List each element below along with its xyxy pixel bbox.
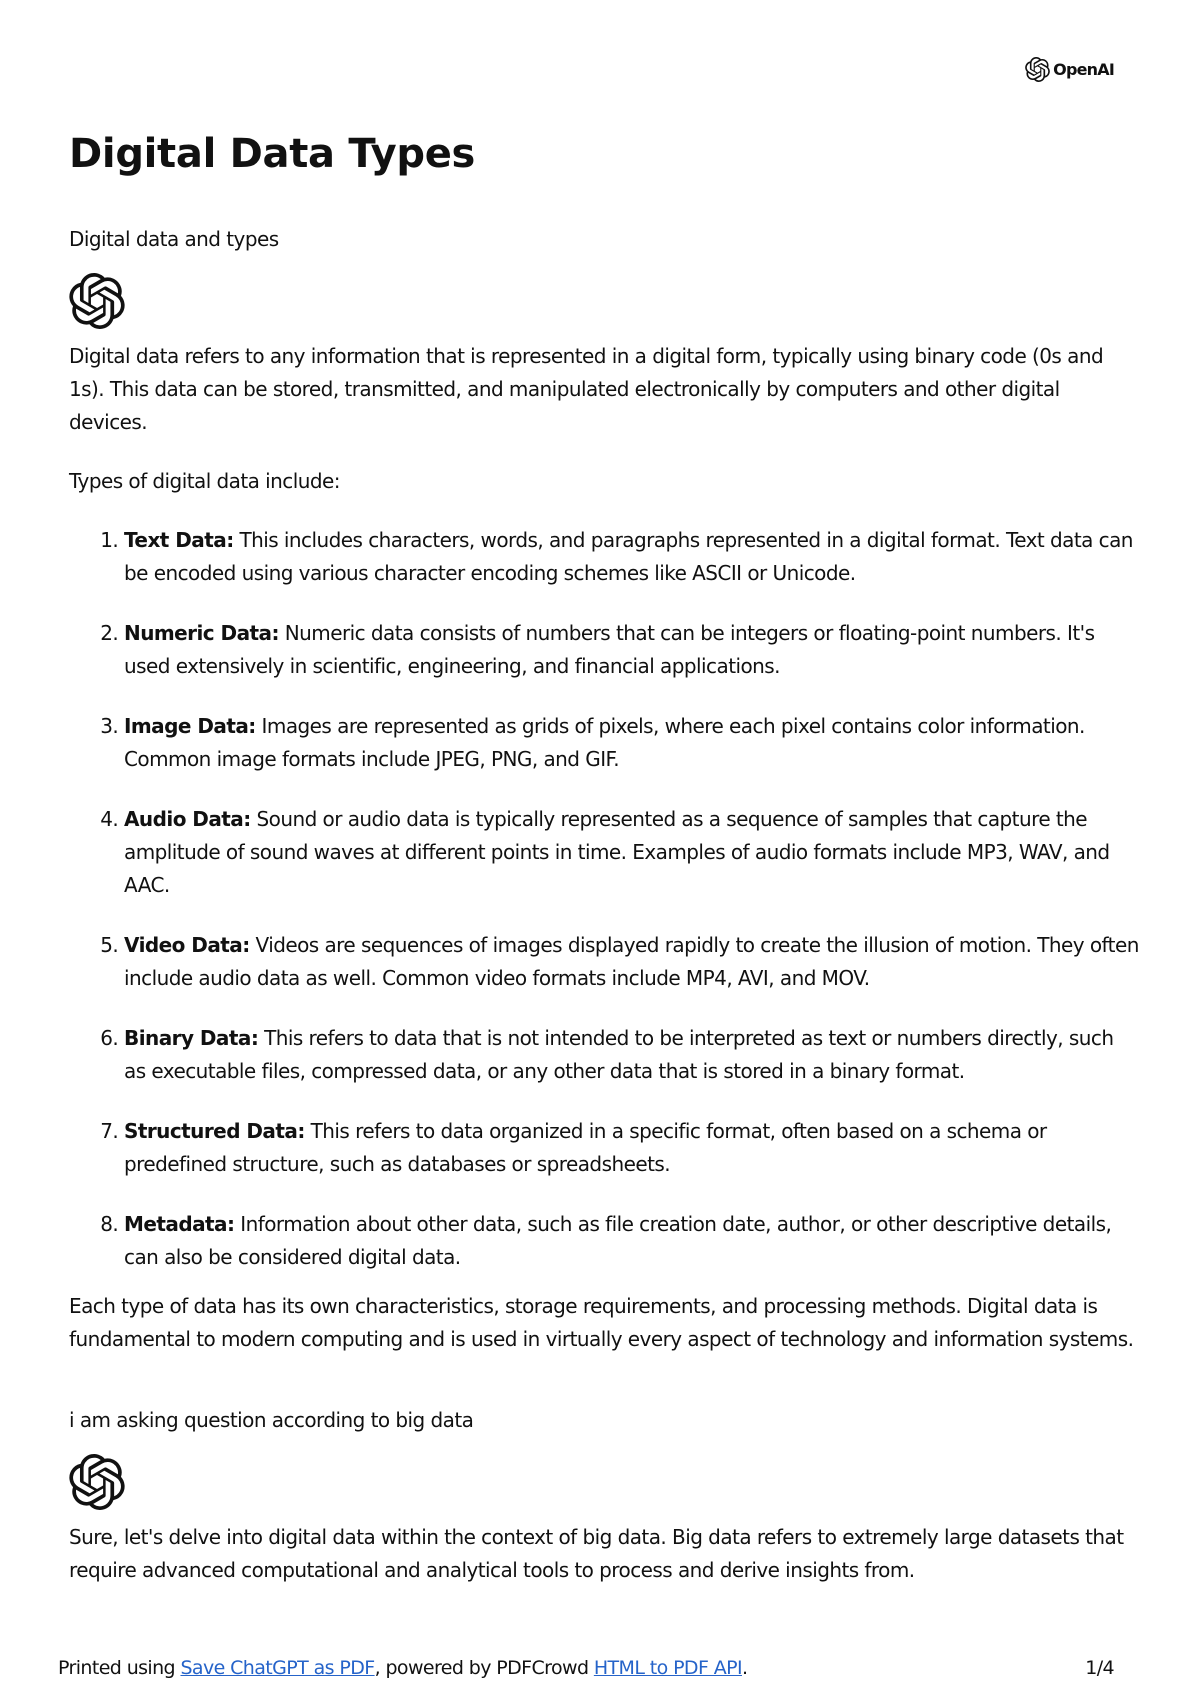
page-title: Digital Data Types bbox=[69, 131, 476, 177]
list-item-text: Images are represented as grids of pixels, where each pixel contains color information. Common image formats include JPEG, PNG, and GIF. bbox=[124, 714, 1085, 771]
brand-name: OpenAI bbox=[1053, 60, 1114, 79]
openai-logo-icon bbox=[69, 273, 125, 329]
assistant-avatar bbox=[69, 273, 125, 329]
list-item-term: Structured Data bbox=[124, 1119, 298, 1143]
list-item-text: This includes characters, words, and paragraphs represented in a digital format. Text data can be encoded using various character encoding schemes like ASCII or Unicode. bbox=[124, 528, 1133, 585]
user-message: i am asking question according to big data bbox=[69, 1408, 474, 1432]
list-item-text: Information about other data, such as file creation date, author, or other descriptive details, can also be considered digital data. bbox=[124, 1212, 1112, 1269]
list-item-term: Text Data bbox=[124, 528, 227, 552]
list-item: 1. Text Data: This includes characters, words, and paragraphs represented in a digital format. Text data can be encoded using various character encoding schemes like ASCII or Unicode. bbox=[124, 524, 1139, 590]
list-item: 7. Structured Data: This refers to data organized in a specific format, often based on a schema or predefined structure, such as databases or spreadsheets. bbox=[124, 1115, 1139, 1181]
data-types-list bbox=[69, 524, 1139, 1274]
save-chatgpt-link[interactable]: Save ChatGPT as PDF bbox=[180, 1657, 375, 1679]
user-message: Digital data and types bbox=[69, 227, 279, 251]
brand-header bbox=[1025, 57, 1114, 82]
list-item: 6. Binary Data: This refers to data that is not intended to be interpreted as text or numbers directly, such as executable files, compressed data, or any other data that is stored in a binary format. bbox=[124, 1022, 1139, 1088]
openai-logo-icon bbox=[1025, 57, 1050, 82]
list-item-term: Metadata bbox=[124, 1212, 227, 1236]
list-item-term: Image Data bbox=[124, 714, 249, 738]
list-item-text: Numeric data consists of numbers that can be integers or floating-point numbers. It's used extensively in scientific, engineering, and financial applications. bbox=[124, 621, 1095, 678]
list-item-term: Video Data bbox=[124, 933, 243, 957]
html-to-pdf-link[interactable]: HTML to PDF API bbox=[593, 1657, 742, 1679]
conversation bbox=[69, 127, 1139, 1587]
list-item-term: Binary Data bbox=[124, 1026, 251, 1050]
list-item-text: Sound or audio data is typically represented as a sequence of samples that capture the amplitude of sound waves at different points in time. Examples of audio formats include MP3, WAV, and AAC. bbox=[124, 807, 1110, 897]
list-item-text: This refers to data that is not intended to be interpreted as text or numbers directly, such as executable files, compressed data, or any other data that is stored in a binary format. bbox=[124, 1026, 1114, 1083]
message-separator bbox=[69, 1356, 1139, 1404]
assistant-paragraph: Sure, let's delve into digital data within the context of big data. Big data refers to extremely large datasets that require advanced computational and analytical tools to process and derive insights from. bbox=[69, 1525, 1124, 1582]
list-heading: Types of digital data include: bbox=[69, 469, 340, 493]
list-item: 8. Metadata: Information about other data, such as file creation date, author, or other descriptive details, can also be considered digital data. bbox=[124, 1208, 1139, 1274]
print-footer bbox=[58, 1654, 1114, 1682]
assistant-conclusion: Each type of data has its own characteristics, storage requirements, and processing methods. Digital data is fundamental to modern computing and is used in virtually every aspect of technology and information systems. bbox=[69, 1294, 1134, 1351]
list-item-term: Numeric Data bbox=[124, 621, 272, 645]
assistant-paragraph: Digital data refers to any information that is represented in a digital form, typically using binary code (0s and 1s). This data can be stored, transmitted, and manipulated electronically by computers and other digital devices. bbox=[69, 344, 1104, 434]
list-item: 4. Audio Data: Sound or audio data is typically represented as a sequence of samples that capture the amplitude of sound waves at different points in time. Examples of audio formats include MP3, WAV, and AAC. bbox=[124, 803, 1139, 902]
footer-credit bbox=[58, 1654, 747, 1682]
list-item-text: This refers to data organized in a specific format, often based on a schema or predefined structure, such as databases or spreadsheets. bbox=[124, 1119, 1047, 1176]
footer-middle: , powered by PDFCrowd bbox=[374, 1657, 594, 1679]
list-item-text: Videos are sequences of images displayed rapidly to create the illusion of motion. They often include audio data as well. Common video formats include MP4, AVI, and MOV. bbox=[124, 933, 1139, 990]
footer-prefix: Printed using bbox=[58, 1657, 181, 1679]
list-item: 2. Numeric Data: Numeric data consists of numbers that can be integers or floating-point numbers. It's used extensively in scientific, engineering, and financial applications. bbox=[124, 617, 1139, 683]
footer-suffix: . bbox=[741, 1657, 748, 1679]
list-item: 5. Video Data: Videos are sequences of images displayed rapidly to create the illusion of motion. They often include audio data as well. Common video formats include MP4, AVI, and MOV. bbox=[124, 929, 1139, 995]
list-item-term: Audio Data bbox=[124, 807, 244, 831]
assistant-avatar bbox=[69, 1454, 125, 1510]
list-item: 3. Image Data: Images are represented as grids of pixels, where each pixel contains color information. Common image formats include JPEG, PNG, and GIF. bbox=[124, 710, 1139, 776]
page-number: 1/4 bbox=[1085, 1657, 1114, 1679]
openai-logo-icon bbox=[69, 1454, 125, 1510]
